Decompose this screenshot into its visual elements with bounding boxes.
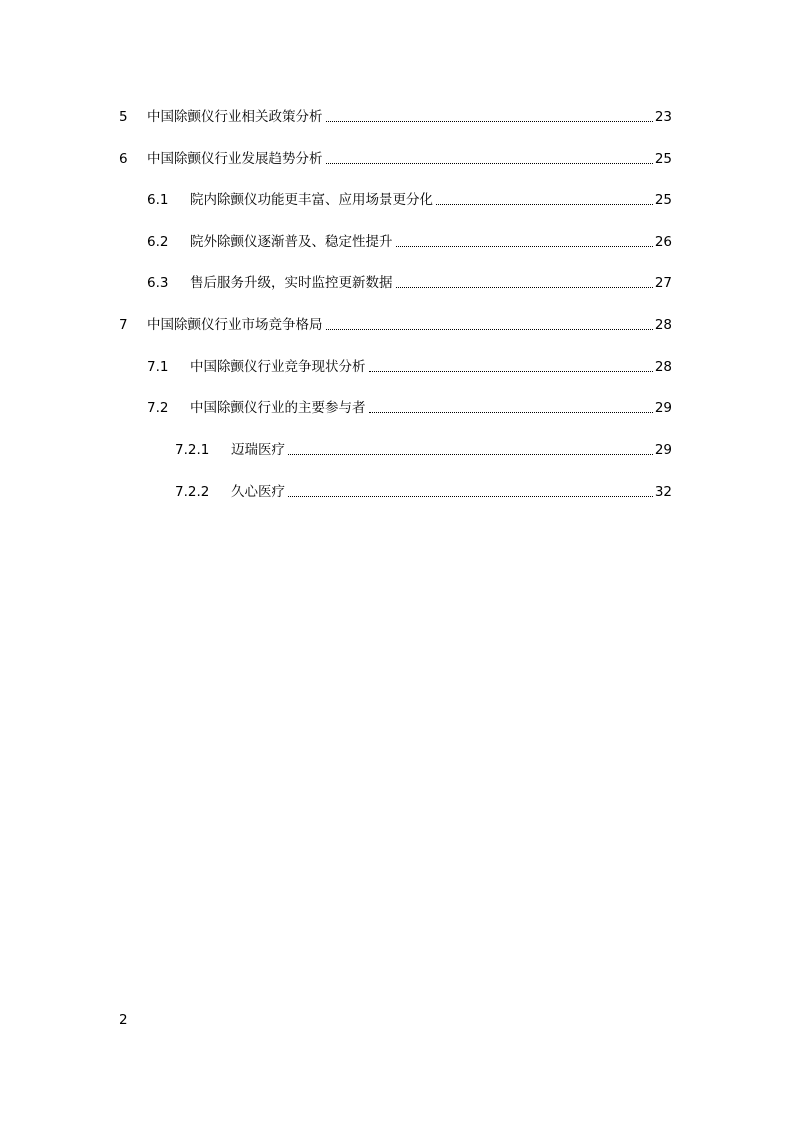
toc-entry-page: 29 bbox=[654, 400, 672, 416]
toc-dot-leader bbox=[369, 411, 653, 413]
toc-entry-number: 6.2 bbox=[147, 234, 169, 250]
toc-entry-number: 7.2.1 bbox=[175, 442, 210, 458]
toc-entry-page: 28 bbox=[654, 359, 672, 375]
toc-entry-number: 7 bbox=[119, 317, 128, 333]
toc-entry-page: 26 bbox=[654, 234, 672, 250]
toc-entry-6[interactable] bbox=[0, 148, 793, 170]
toc-dot-leader bbox=[326, 328, 653, 330]
toc-dot-leader bbox=[326, 120, 653, 122]
toc-entry-page: 28 bbox=[654, 317, 672, 333]
toc-entry-7-2[interactable] bbox=[0, 397, 793, 419]
toc-entry-title: 迈瑞医疗 bbox=[231, 442, 285, 458]
toc-entry-6-2[interactable] bbox=[0, 231, 793, 253]
toc-entry-page: 32 bbox=[654, 484, 672, 500]
toc-dot-leader bbox=[369, 370, 653, 372]
toc-entry-number: 7.2 bbox=[147, 400, 169, 416]
toc-entry-number: 6 bbox=[119, 151, 128, 167]
toc-entry-title: 中国除颤仪行业市场竞争格局 bbox=[147, 317, 323, 333]
toc-entry-number: 7.2.2 bbox=[175, 484, 210, 500]
toc-entry-page: 23 bbox=[654, 109, 672, 125]
toc-entry-7-2-2[interactable] bbox=[0, 481, 793, 503]
toc-entry-title: 院外除颤仪逐渐普及、稳定性提升 bbox=[190, 234, 393, 250]
toc-entry-number: 6.3 bbox=[147, 275, 169, 291]
toc-dot-leader bbox=[288, 495, 653, 497]
toc-entry-5[interactable] bbox=[0, 106, 793, 128]
toc-dot-leader bbox=[436, 203, 653, 205]
toc-entry-title: 中国除颤仪行业发展趋势分析 bbox=[147, 151, 323, 167]
toc-entry-6-1[interactable] bbox=[0, 189, 793, 211]
toc-entry-page: 27 bbox=[654, 275, 672, 291]
toc-entry-title: 久心医疗 bbox=[231, 484, 285, 500]
toc-dot-leader bbox=[396, 286, 653, 288]
toc-dot-leader bbox=[326, 162, 653, 164]
toc-entry-number: 5 bbox=[119, 109, 128, 125]
toc-entry-number: 7.1 bbox=[147, 359, 169, 375]
toc-entry-page: 25 bbox=[654, 192, 672, 208]
toc-entry-7-1[interactable] bbox=[0, 356, 793, 378]
toc-entry-title: 中国除颤仪行业的主要参与者 bbox=[190, 400, 366, 416]
toc-entry-page: 29 bbox=[654, 442, 672, 458]
toc-entry-page: 25 bbox=[654, 151, 672, 167]
toc-dot-leader bbox=[288, 453, 653, 455]
page-number: 2 bbox=[119, 1012, 128, 1028]
toc-entry-title: 中国除颤仪行业竞争现状分析 bbox=[190, 359, 366, 375]
toc-entry-title: 院内除颤仪功能更丰富、应用场景更分化 bbox=[190, 192, 433, 208]
toc-entry-7[interactable] bbox=[0, 314, 793, 336]
toc-entry-title: 售后服务升级，实时监控更新数据 bbox=[190, 275, 393, 291]
toc-dot-leader bbox=[396, 245, 653, 247]
toc-entry-6-3[interactable] bbox=[0, 272, 793, 294]
toc-entry-number: 6.1 bbox=[147, 192, 169, 208]
toc-entry-7-2-1[interactable] bbox=[0, 439, 793, 461]
toc-entry-title: 中国除颤仪行业相关政策分析 bbox=[147, 109, 323, 125]
